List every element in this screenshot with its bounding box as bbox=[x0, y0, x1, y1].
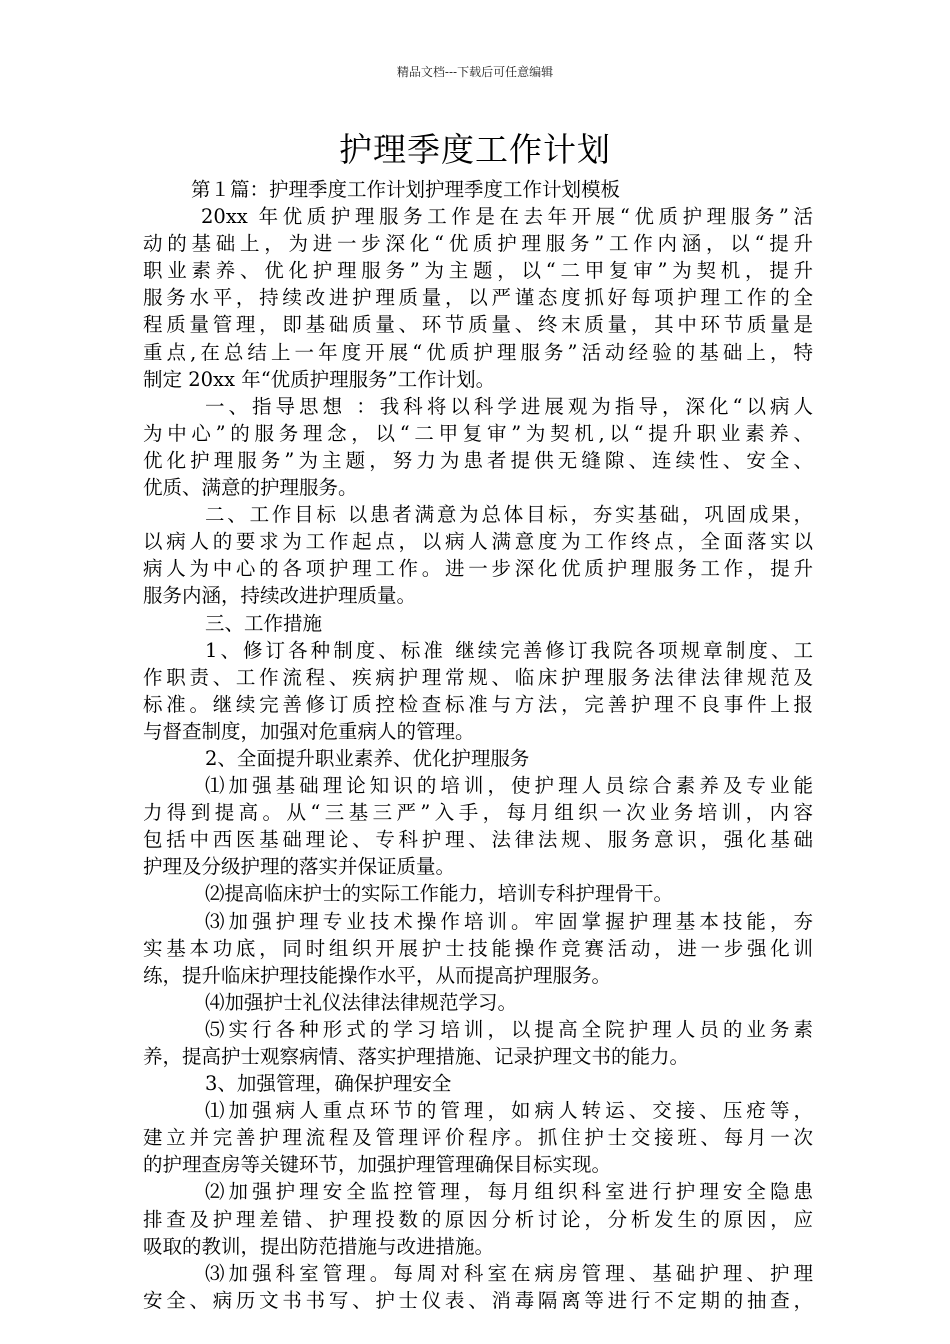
paragraph-line: 服务水平，持续改进护理质量，以严谨态度抓好每项护理工作的全 bbox=[143, 286, 813, 310]
paragraph-line: ⑴加强病人重点环节的管理，如病人转运、交接、压疮等， bbox=[205, 1099, 813, 1123]
paragraph-line: ⑵加强护理安全监控管理，每月组织科室进行护理安全隐患 bbox=[205, 1180, 813, 1204]
paragraph-line: 护理及分级护理的落实并保证质量。 bbox=[143, 855, 456, 879]
paragraph-line: 作职责、工作流程、疾病护理常规、临床护理服务法律法律规范及 bbox=[143, 665, 813, 689]
paragraph-line: 制定 20xx 年“优质护理服务”工作计划。 bbox=[143, 367, 496, 391]
paragraph-line: ⑷加强护士礼仪法律法律规范学习。 bbox=[205, 990, 518, 1014]
paragraph-line: 养，提高护士观察病情、落实护理措施、记录护理文书的能力。 bbox=[143, 1045, 690, 1068]
paragraph-line: ⑶加强护理专业技术操作培训。牢固掌握护理基本技能，夯 bbox=[205, 909, 813, 933]
paragraph-line: 实基本功底，同时组织开展护士技能操作竞赛活动，进一步强化训 bbox=[143, 936, 813, 960]
header-note: 精品文档---下载后可任意编辑 bbox=[396, 65, 554, 79]
paragraph-line: 病人为中心的各项护理工作。进一步深化优质护理服务工作，提升 bbox=[143, 557, 813, 581]
paragraph-line: 程质量管理，即基础质量、环节质量、终末质量，其中环节质量是 bbox=[143, 313, 813, 337]
paragraph-line: 练，提升临床护理技能操作水平，从而提高护理服务。 bbox=[143, 963, 612, 987]
section-heading: 三、工作措施 bbox=[205, 611, 323, 635]
paragraph-line: 二、工作目标 以患者满意为总体目标，夯实基础，巩固成果， bbox=[205, 503, 813, 527]
paragraph-line: 1、修订各种制度、标准 继续完善修订我院各项规章制度、工 bbox=[205, 638, 813, 662]
section-heading: 3、加强管理，确保护理安全 bbox=[205, 1072, 452, 1096]
paragraph-line: 优化护理服务”为主题，努力为患者提供无缝隙、连续性、安全、 bbox=[143, 448, 813, 472]
paragraph-line: 建立并完善护理流程及管理评价程序。抓住护士交接班、每月一次 bbox=[143, 1126, 813, 1150]
paragraph-line: ⑶加强科室管理。每周对科室在病房管理、基础护理、护理 bbox=[205, 1261, 813, 1285]
paragraph-line: 排查及护理差错、护理投数的原因分析讨论，分析发生的原因，应 bbox=[143, 1207, 813, 1231]
paragraph-line: 职业素养、优化护理服务”为主题，以“二甲复审”为契机，提升 bbox=[143, 259, 813, 283]
paragraph-line: 安全、病历文书书写、护士仪表、消毒隔离等进行不定期的抽查， bbox=[143, 1288, 813, 1312]
paragraph-line: 一、指导思想 ：我科将以科学进展观为指导，深化“以病人 bbox=[205, 394, 813, 418]
section-heading: 第１篇：护理季度工作计划护理季度工作计划模板 bbox=[191, 178, 621, 201]
section-heading: 2、全面提升职业素养、优化护理服务 bbox=[205, 746, 530, 770]
paragraph-line: 与督查制度，加强对危重病人的管理。 bbox=[143, 719, 475, 743]
paragraph-line: 力得到提高。从“三基三严”入手，每月组织一次业务培训，内容 bbox=[143, 801, 813, 825]
paragraph-line: 为中心”的服务理念，以“二甲复审”为契机,以“提升职业素养、 bbox=[143, 421, 813, 445]
paragraph-line: 动的基础上，为进一步深化“优质护理服务”工作内涵，以“提升 bbox=[143, 232, 813, 256]
paragraph-line: ⑴加强基础理论知识的培训，使护理人员综合素养及专业能 bbox=[205, 774, 813, 798]
paragraph-line: ⑵提高临床护士的实际工作能力，培训专科护理骨干。 bbox=[205, 882, 674, 906]
paragraph-line: 服务内涵，持续改进护理质量。 bbox=[143, 584, 417, 608]
paragraph-line: 20xx 年优质护理服务工作是在去年开展“优质护理服务”活 bbox=[201, 205, 813, 229]
paragraph-line: 包括中西医基础理论、专科护理、法律法规、服务意识，强化基础 bbox=[143, 828, 813, 852]
document-title: 护理季度工作计划 bbox=[339, 130, 611, 169]
paragraph-line: ⑸实行各种形式的学习培训，以提高全院护理人员的业务素 bbox=[205, 1017, 813, 1041]
paragraph-line: 的护理查房等关键环节，加强护理管理确保目标实现。 bbox=[143, 1153, 612, 1177]
paragraph-line: 吸取的教训，提出防范措施与改进措施。 bbox=[143, 1234, 495, 1258]
paragraph-line: 标准。继续完善修订质控检查标准与方法，完善护理不良事件上报 bbox=[143, 692, 813, 716]
document-body bbox=[143, 176, 813, 1314]
paragraph-line: 重点,在总结上一年度开展“优质护理服务”活动经验的基础上，特 bbox=[143, 340, 813, 364]
paragraph-line: 优质、满意的护理服务。 bbox=[143, 476, 358, 500]
paragraph-line: 以病人的要求为工作起点，以病人满意度为工作终点，全面落实以 bbox=[143, 530, 813, 554]
